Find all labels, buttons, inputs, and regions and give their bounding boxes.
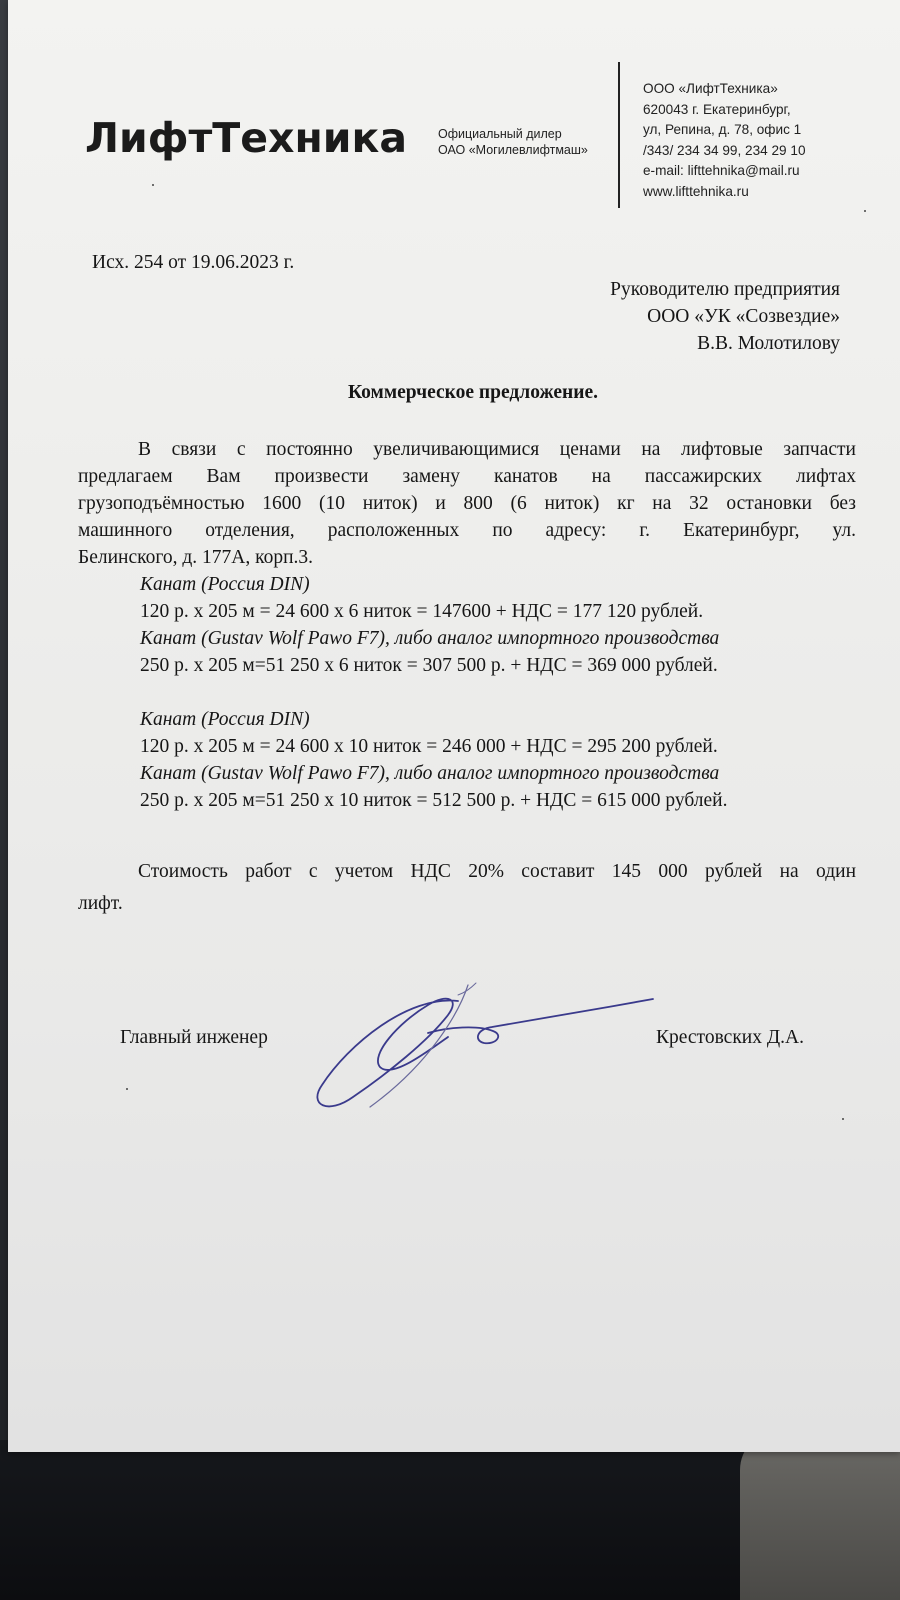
paragraph-line: предлагаем Вам произвести замену канатов на пассажирских лифтах xyxy=(78,466,856,487)
addressee-line: ООО «УК «Созвездие» xyxy=(647,306,840,327)
addressee-block xyxy=(610,276,840,357)
dealer-line: Официальный дилер xyxy=(438,127,562,141)
offer-calculation: 120 р. х 205 м = 24 600 х 10 ниток = 246 000 + НДС = 295 200 рублей. xyxy=(140,736,718,757)
offer-name: Канат (Россия DIN) xyxy=(140,709,310,730)
paper-speck xyxy=(126,1088,128,1090)
contact-line: /343/ 234 34 99, 234 29 10 xyxy=(643,142,806,158)
paragraph-line: грузоподъёмностью 1600 (10 ниток) и 800 (6 ниток) кг на 32 остановки без xyxy=(78,493,856,514)
paper-speck xyxy=(864,210,866,212)
paragraph-line: машинного отделения, расположенных по адресу: г. Екатеринбург, ул. xyxy=(78,520,856,541)
paper-speck xyxy=(842,1118,844,1120)
company-logo: ЛифтТеxника xyxy=(85,114,407,162)
dealer-info xyxy=(438,126,588,158)
outgoing-reference: Исх. 254 от 19.06.2023 г. xyxy=(92,252,295,273)
contact-line: 620043 г. Екатеринбург, xyxy=(643,101,791,117)
addressee-line: Руководителю предприятия xyxy=(610,279,840,300)
handwritten-signature xyxy=(308,975,668,1125)
contact-website: www.lifttehnika.ru xyxy=(643,183,749,199)
offer-group-10-threads xyxy=(140,706,727,814)
offer-name: Канат (Россия DIN) xyxy=(140,574,310,595)
letterhead xyxy=(8,0,900,210)
offer-name: Канат (Gustav Wolf Pawo F7), либо аналог импортного производства xyxy=(140,628,720,649)
signatory-role: Главный инженер xyxy=(120,1027,268,1048)
contact-email: e-mail: lifttehnika@mail.ru xyxy=(643,163,800,178)
paragraph-line: В связи с постоянно увеличивающимися ценами на лифтовые запчасти xyxy=(138,439,856,460)
total-cost-paragraph xyxy=(78,856,856,920)
intro-paragraph xyxy=(78,436,856,571)
offer-calculation: 250 р. х 205 м=51 250 х 10 ниток = 512 500 р. + НДС = 615 000 рублей. xyxy=(140,790,728,811)
background-object xyxy=(740,1430,900,1600)
offer-calculation: 120 р. х 205 м = 24 600 х 6 ниток = 147600 + НДС = 177 120 рублей. xyxy=(140,601,704,622)
contact-line: ООО «ЛифтТехника» xyxy=(643,81,778,96)
dealer-line: ОАО «Могилевлифтмаш» xyxy=(438,143,588,157)
contact-line: ул, Репина, д. 78, офис 1 xyxy=(643,122,802,137)
letterhead-divider xyxy=(618,62,620,208)
offer-name: Канат (Gustav Wolf Pawo F7), либо аналог импортного производства xyxy=(140,763,720,784)
offer-group-6-threads xyxy=(140,571,719,679)
signatory-name: Крестовских Д.А. xyxy=(656,1027,804,1048)
company-contacts xyxy=(643,79,806,202)
paper-speck xyxy=(152,184,154,186)
paragraph-line: Белинского, д. 177А, корп.3. xyxy=(78,547,314,568)
document-title: Коммерческое предложение. xyxy=(347,382,598,403)
total-line: лифт. xyxy=(78,893,123,914)
letter-sheet xyxy=(8,0,900,1452)
addressee-line: В.В. Молотилову xyxy=(697,333,840,354)
offer-calculation: 250 р. х 205 м=51 250 х 6 ниток = 307 500 р. + НДС = 369 000 рублей. xyxy=(140,655,718,676)
total-line: Стоимость работ с учетом НДС 20% составит 145 000 рублей на один xyxy=(138,861,856,882)
